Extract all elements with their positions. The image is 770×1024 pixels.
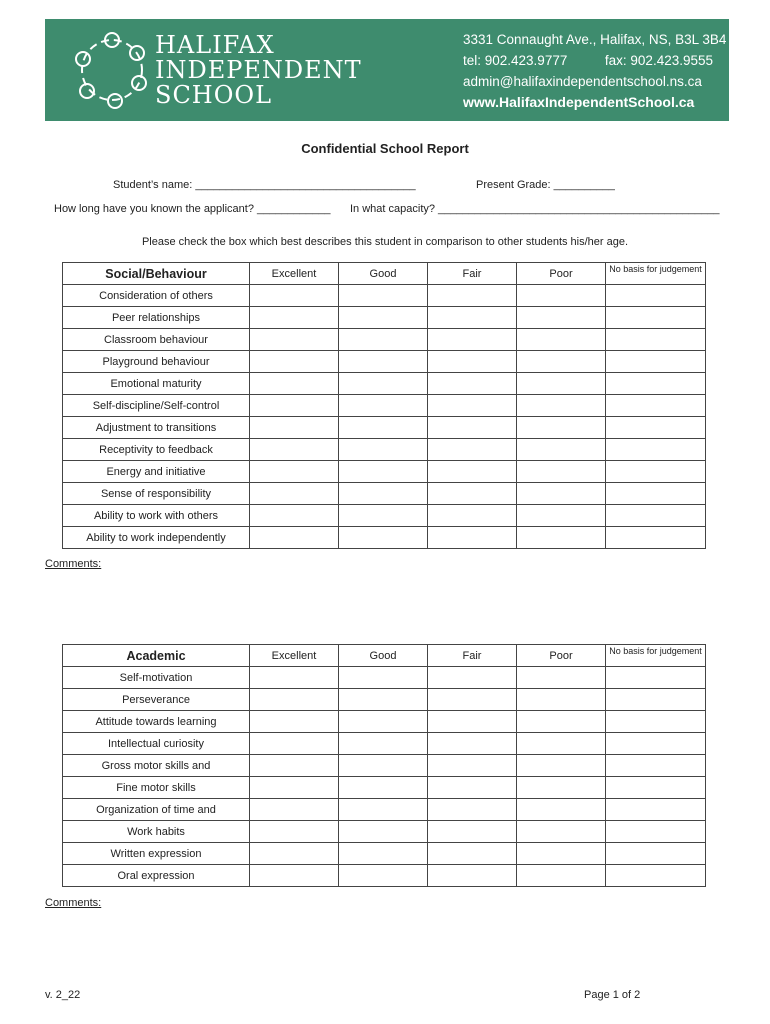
checkbox-excellent[interactable] xyxy=(250,755,339,777)
rating-row xyxy=(63,505,706,527)
checkbox-excellent[interactable] xyxy=(250,439,339,461)
checkbox-poor[interactable] xyxy=(517,373,606,395)
criterion-label: Ability to work with others xyxy=(63,505,250,527)
checkbox-excellent[interactable] xyxy=(250,711,339,733)
checkbox-poor[interactable] xyxy=(517,285,606,307)
website-link[interactable]: www.HalifaxIndependentSchool.ca xyxy=(463,94,695,110)
checkbox-fair[interactable] xyxy=(428,843,517,865)
social-heading: Social/Behaviour xyxy=(63,263,250,285)
rating-row xyxy=(63,733,706,755)
checkbox-good[interactable] xyxy=(339,799,428,821)
address: 3331 Connaught Ave., Halifax, NS, B3L 3B4 xyxy=(463,32,727,47)
rating-row xyxy=(63,755,706,777)
checkbox-good[interactable] xyxy=(339,821,428,843)
rating-row xyxy=(63,843,706,865)
checkbox-fair[interactable] xyxy=(428,689,517,711)
school-banner xyxy=(45,19,729,121)
checkbox-fair[interactable] xyxy=(428,527,517,549)
checkbox-no-basis[interactable] xyxy=(606,865,706,887)
checkbox-excellent[interactable] xyxy=(250,307,339,329)
criterion-label: Gross motor skills and xyxy=(63,755,250,777)
checkbox-excellent[interactable] xyxy=(250,843,339,865)
checkbox-poor[interactable] xyxy=(517,307,606,329)
checkbox-no-basis[interactable] xyxy=(606,439,706,461)
criterion-label: Emotional maturity xyxy=(63,373,250,395)
telephone: tel: 902.423.9777 xyxy=(463,53,568,68)
checkbox-good[interactable] xyxy=(339,461,428,483)
checkbox-fair[interactable] xyxy=(428,439,517,461)
checkbox-excellent[interactable] xyxy=(250,285,339,307)
checkbox-no-basis[interactable] xyxy=(606,307,706,329)
checkbox-poor[interactable] xyxy=(517,395,606,417)
checkbox-no-basis[interactable] xyxy=(606,373,706,395)
rating-row xyxy=(63,439,706,461)
checkbox-no-basis[interactable] xyxy=(606,417,706,439)
checkbox-no-basis[interactable] xyxy=(606,711,706,733)
checkbox-good[interactable] xyxy=(339,527,428,549)
checkbox-good[interactable] xyxy=(339,733,428,755)
checkbox-excellent[interactable] xyxy=(250,689,339,711)
checkbox-excellent[interactable] xyxy=(250,733,339,755)
checkbox-excellent[interactable] xyxy=(250,483,339,505)
checkbox-excellent[interactable] xyxy=(250,799,339,821)
checkbox-excellent[interactable] xyxy=(250,329,339,351)
checkbox-fair[interactable] xyxy=(428,777,517,799)
column-no-basis: No basis for judgement xyxy=(606,645,706,667)
fax: fax: 902.423.9555 xyxy=(604,53,713,68)
school-name: HALIFAX INDEPENDENT SCHOOL xyxy=(155,31,362,109)
rating-row xyxy=(63,483,706,505)
criterion-label: Consideration of others xyxy=(63,285,250,307)
checkbox-good[interactable] xyxy=(339,667,428,689)
contact-block xyxy=(463,29,727,113)
column-fair: Fair xyxy=(428,263,517,285)
column-poor: Poor xyxy=(517,645,606,667)
criterion-label: Self-motivation xyxy=(63,667,250,689)
email-link[interactable]: admin@halifaxindependentschool.ns.ca xyxy=(463,74,702,89)
rating-row xyxy=(63,285,706,307)
checkbox-no-basis[interactable] xyxy=(606,329,706,351)
version-label: v. 2_22 xyxy=(45,989,81,1001)
criterion-label: Perseverance xyxy=(63,689,250,711)
checkbox-good[interactable] xyxy=(339,483,428,505)
rating-row xyxy=(63,865,706,887)
rating-row xyxy=(63,461,706,483)
checkbox-fair[interactable] xyxy=(428,821,517,843)
checkbox-fair[interactable] xyxy=(428,461,517,483)
checkbox-poor[interactable] xyxy=(517,733,606,755)
checkbox-no-basis[interactable] xyxy=(606,527,706,549)
checkbox-fair[interactable] xyxy=(428,351,517,373)
column-fair: Fair xyxy=(428,645,517,667)
checkbox-fair[interactable] xyxy=(428,505,517,527)
criterion-label: Self-discipline/Self-control xyxy=(63,395,250,417)
checkbox-excellent[interactable] xyxy=(250,395,339,417)
criterion-label: Receptivity to feedback xyxy=(63,439,250,461)
checkbox-fair[interactable] xyxy=(428,329,517,351)
checkbox-poor[interactable] xyxy=(517,865,606,887)
checkbox-no-basis[interactable] xyxy=(606,351,706,373)
checkbox-good[interactable] xyxy=(339,417,428,439)
criterion-label: Peer relationships xyxy=(63,307,250,329)
checkbox-excellent[interactable] xyxy=(250,461,339,483)
checkbox-excellent[interactable] xyxy=(250,373,339,395)
column-poor: Poor xyxy=(517,263,606,285)
checkbox-fair[interactable] xyxy=(428,667,517,689)
capacity-field[interactable]: In what capacity? ______________________________________________ xyxy=(350,203,720,215)
checkbox-poor[interactable] xyxy=(517,821,606,843)
checkbox-good[interactable] xyxy=(339,755,428,777)
checkbox-excellent[interactable] xyxy=(250,865,339,887)
checkbox-no-basis[interactable] xyxy=(606,843,706,865)
checkbox-good[interactable] xyxy=(339,505,428,527)
checkbox-poor[interactable] xyxy=(517,755,606,777)
checkbox-good[interactable] xyxy=(339,373,428,395)
checkbox-fair[interactable] xyxy=(428,733,517,755)
rating-row xyxy=(63,667,706,689)
checkbox-poor[interactable] xyxy=(517,483,606,505)
checkbox-fair[interactable] xyxy=(428,799,517,821)
criterion-label: Attitude towards learning xyxy=(63,711,250,733)
rating-row xyxy=(63,417,706,439)
checkbox-good[interactable] xyxy=(339,439,428,461)
checkbox-fair[interactable] xyxy=(428,483,517,505)
checkbox-excellent[interactable] xyxy=(250,417,339,439)
page-title: Confidential School Report xyxy=(301,141,469,156)
checkbox-good[interactable] xyxy=(339,865,428,887)
rating-row xyxy=(63,689,706,711)
checkbox-good[interactable] xyxy=(339,777,428,799)
column-good: Good xyxy=(339,645,428,667)
criterion-label: Classroom behaviour xyxy=(63,329,250,351)
rating-row xyxy=(63,527,706,549)
column-excellent: Excellent xyxy=(250,645,339,667)
checkbox-poor[interactable] xyxy=(517,527,606,549)
page-number: Page 1 of 2 xyxy=(584,989,641,1001)
checkbox-no-basis[interactable] xyxy=(606,285,706,307)
criterion-label: Written expression xyxy=(63,843,250,865)
rating-row xyxy=(63,307,706,329)
rating-row xyxy=(63,799,706,821)
checkbox-no-basis[interactable] xyxy=(606,733,706,755)
criterion-label: Adjustment to transitions xyxy=(63,417,250,439)
rating-row xyxy=(63,351,706,373)
checkbox-poor[interactable] xyxy=(517,351,606,373)
student-name-field[interactable]: Student’s name: ____________________________________ xyxy=(113,179,416,191)
criterion-label: Fine motor skills xyxy=(63,777,250,799)
checkbox-fair[interactable] xyxy=(428,307,517,329)
rating-row xyxy=(63,329,706,351)
checkbox-poor[interactable] xyxy=(517,329,606,351)
column-no-basis: No basis for judgement xyxy=(606,263,706,285)
rating-row xyxy=(63,395,706,417)
rating-row xyxy=(63,373,706,395)
criterion-label: Energy and initiative xyxy=(63,461,250,483)
checkbox-good[interactable] xyxy=(339,285,428,307)
checkbox-poor[interactable] xyxy=(517,711,606,733)
checkbox-good[interactable] xyxy=(339,689,428,711)
checkbox-fair[interactable] xyxy=(428,865,517,887)
present-grade-field[interactable]: Present Grade: __________ xyxy=(476,179,615,191)
checkbox-poor[interactable] xyxy=(517,799,606,821)
checkbox-no-basis[interactable] xyxy=(606,777,706,799)
rating-row xyxy=(63,821,706,843)
instructions: Please check the box which best describes this student in comparison to other students his/her age. xyxy=(141,236,629,248)
checkbox-excellent[interactable] xyxy=(250,505,339,527)
academic-heading: Academic xyxy=(63,645,250,667)
social-behaviour-table xyxy=(62,262,706,549)
school-logo-icon xyxy=(67,25,157,115)
criterion-label: Ability to work independently xyxy=(63,527,250,549)
checkbox-no-basis[interactable] xyxy=(606,799,706,821)
checkbox-fair[interactable] xyxy=(428,285,517,307)
checkbox-poor[interactable] xyxy=(517,505,606,527)
checkbox-poor[interactable] xyxy=(517,667,606,689)
checkbox-poor[interactable] xyxy=(517,439,606,461)
checkbox-no-basis[interactable] xyxy=(606,755,706,777)
academic-table xyxy=(62,644,706,887)
checkbox-excellent[interactable] xyxy=(250,667,339,689)
academic-comments-label: Comments: xyxy=(45,897,102,909)
criterion-label: Organization of time and xyxy=(63,799,250,821)
checkbox-no-basis[interactable] xyxy=(606,667,706,689)
checkbox-no-basis[interactable] xyxy=(606,505,706,527)
criterion-label: Playground behaviour xyxy=(63,351,250,373)
rating-row xyxy=(63,711,706,733)
checkbox-good[interactable] xyxy=(339,307,428,329)
checkbox-no-basis[interactable] xyxy=(606,395,706,417)
criterion-label: Oral expression xyxy=(63,865,250,887)
checkbox-good[interactable] xyxy=(339,711,428,733)
checkbox-good[interactable] xyxy=(339,395,428,417)
checkbox-no-basis[interactable] xyxy=(606,483,706,505)
checkbox-fair[interactable] xyxy=(428,417,517,439)
checkbox-excellent[interactable] xyxy=(250,527,339,549)
checkbox-poor[interactable] xyxy=(517,843,606,865)
checkbox-fair[interactable] xyxy=(428,373,517,395)
checkbox-fair[interactable] xyxy=(428,755,517,777)
checkbox-no-basis[interactable] xyxy=(606,821,706,843)
checkbox-excellent[interactable] xyxy=(250,821,339,843)
column-good: Good xyxy=(339,263,428,285)
checkbox-fair[interactable] xyxy=(428,711,517,733)
checkbox-poor[interactable] xyxy=(517,777,606,799)
checkbox-no-basis[interactable] xyxy=(606,461,706,483)
checkbox-no-basis[interactable] xyxy=(606,689,706,711)
criterion-label: Sense of responsibility xyxy=(63,483,250,505)
known-duration-field[interactable]: How long have you known the applicant? ____________ xyxy=(54,203,331,215)
social-comments-label: Comments: xyxy=(45,558,102,570)
checkbox-good[interactable] xyxy=(339,843,428,865)
checkbox-excellent[interactable] xyxy=(250,777,339,799)
checkbox-good[interactable] xyxy=(339,351,428,373)
column-excellent: Excellent xyxy=(250,263,339,285)
checkbox-excellent[interactable] xyxy=(250,351,339,373)
checkbox-poor[interactable] xyxy=(517,417,606,439)
criterion-label: Intellectual curiosity xyxy=(63,733,250,755)
checkbox-poor[interactable] xyxy=(517,689,606,711)
rating-row xyxy=(63,777,706,799)
checkbox-poor[interactable] xyxy=(517,461,606,483)
checkbox-good[interactable] xyxy=(339,329,428,351)
checkbox-fair[interactable] xyxy=(428,395,517,417)
criterion-label: Work habits xyxy=(63,821,250,843)
